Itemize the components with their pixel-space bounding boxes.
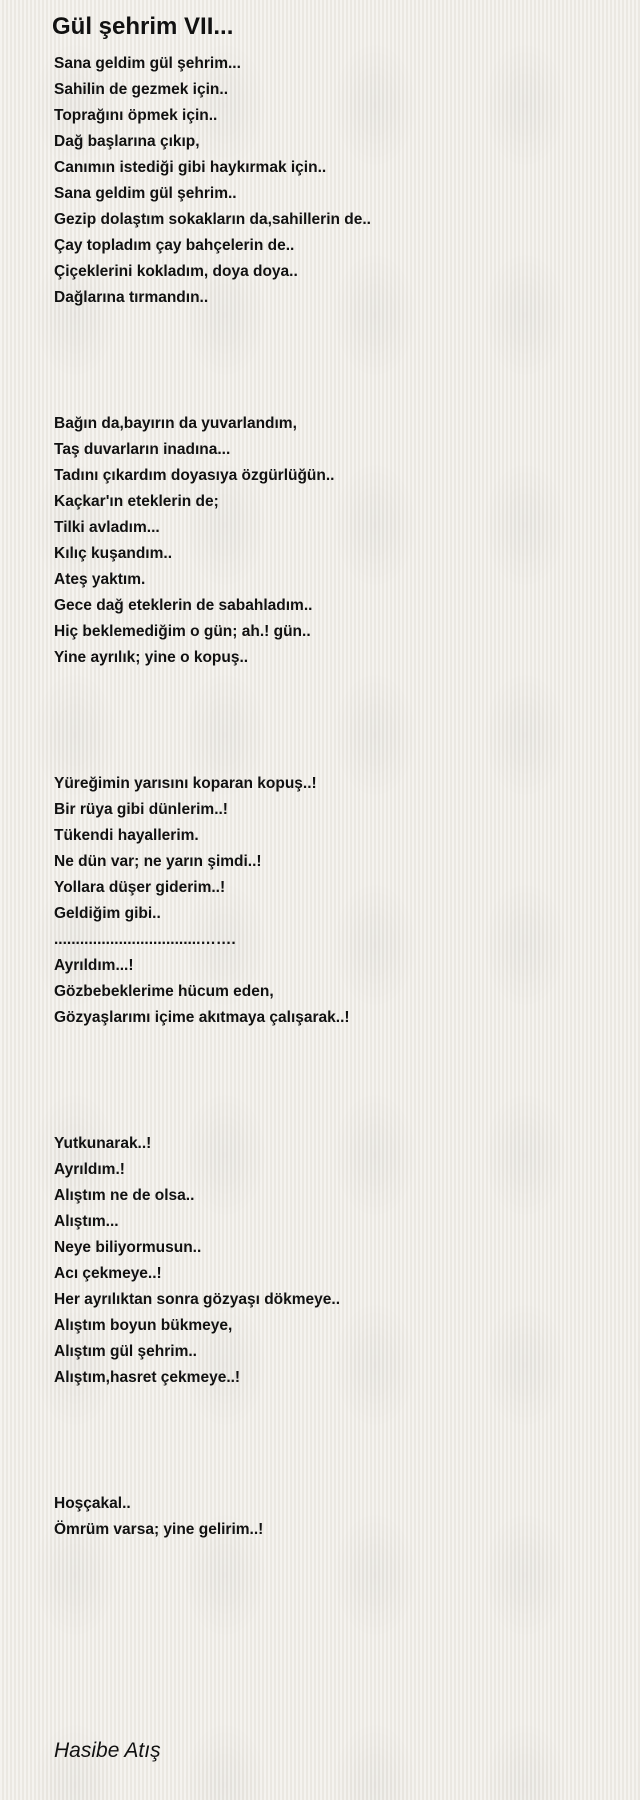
poem-line: Hiç beklemediğim o gün; ah.! gün.. (54, 623, 311, 640)
poem-line: Neye biliyormusun.. (54, 1239, 202, 1256)
poem-line: Taş duvarların inadına... (54, 441, 231, 458)
poem-line: Tadını çıkardım doyasıya özgürlüğün.. (54, 467, 335, 484)
poem-line: Dağlarına tırmandın.. (54, 289, 209, 306)
poem-line: Kılıç kuşandım.. (54, 545, 173, 562)
poem-line: Hoşçakal.. (54, 1495, 131, 1512)
poem-line: Ayrıldım...! (54, 957, 134, 974)
poem-line: Sana geldim gül şehrim.. (54, 185, 237, 202)
poem-line: Geldiğim gibi.. (54, 905, 161, 922)
poem-line: Ateş yaktım. (54, 571, 146, 588)
stanza-3 (54, 771, 614, 1031)
author-name: Hasibe Atış (54, 1739, 161, 1762)
poem-line: Çiçeklerini kokladım, doya doya.. (54, 263, 298, 280)
poem-line: Canımın istediği gibi haykırmak için.. (54, 159, 327, 176)
poem-line: Toprağını öpmek için.. (54, 107, 218, 124)
stanza-2 (54, 411, 614, 671)
poem-line: Alıştım boyun bükmeye, (54, 1317, 233, 1334)
poem-line: Bağın da,bayırın da yuvarlandım, (54, 415, 297, 432)
poem-line: Yüreğimin yarısını koparan kopuş..! (54, 775, 317, 792)
poem-line: Yine ayrılık; yine o kopuş.. (54, 649, 249, 666)
poem-line: Gezip dolaştım sokakların da,sahillerin de.. (54, 211, 371, 228)
poem-line: Bir rüya gibi dünlerim..! (54, 801, 228, 818)
poem-line: Gözbebeklerime hücum eden, (54, 983, 274, 1000)
poem-line: Kaçkar'ın eteklerin de; (54, 493, 219, 510)
stanza-4 (54, 1131, 614, 1391)
poem-title: Gül şehrim VII... (52, 13, 234, 40)
poem-line: Sahilin de gezmek için.. (54, 81, 228, 98)
poem-line: Alıştım gül şehrim.. (54, 1343, 197, 1360)
poem-line: Tilki avladım... (54, 519, 160, 536)
poem-line: Her ayrılıktan sonra gözyaşı dökmeye.. (54, 1291, 341, 1308)
poem-line: ..................................……. (54, 931, 236, 948)
poem-line: Ayrıldım.! (54, 1161, 125, 1178)
poem-line: Çay topladım çay bahçelerin de.. (54, 237, 295, 254)
poem-line: Ömrüm varsa; yine gelirim..! (54, 1521, 264, 1538)
poem-line: Gözyaşlarımı içime akıtmaya çalışarak..! (54, 1009, 350, 1026)
poem-line: Yollara düşer giderim..! (54, 879, 226, 896)
poem-line: Tükendi hayallerim. (54, 827, 199, 844)
stanza-1 (54, 51, 614, 311)
poem-line: Ne dün var; ne yarın şimdi..! (54, 853, 262, 870)
poem-line: Sana geldim gül şehrim... (54, 55, 241, 72)
poem-line: Acı çekmeye..! (54, 1265, 162, 1282)
poem-line: Alıştım... (54, 1213, 119, 1230)
poem-line: Gece dağ eteklerin de sabahladım.. (54, 597, 313, 614)
poem-line: Alıştım,hasret çekmeye..! (54, 1369, 241, 1386)
poem-line: Yutkunarak..! (54, 1135, 152, 1152)
stanza-5 (54, 1491, 614, 1543)
poem-line: Dağ başlarına çıkıp, (54, 133, 200, 150)
poem-line: Alıştım ne de olsa.. (54, 1187, 195, 1204)
